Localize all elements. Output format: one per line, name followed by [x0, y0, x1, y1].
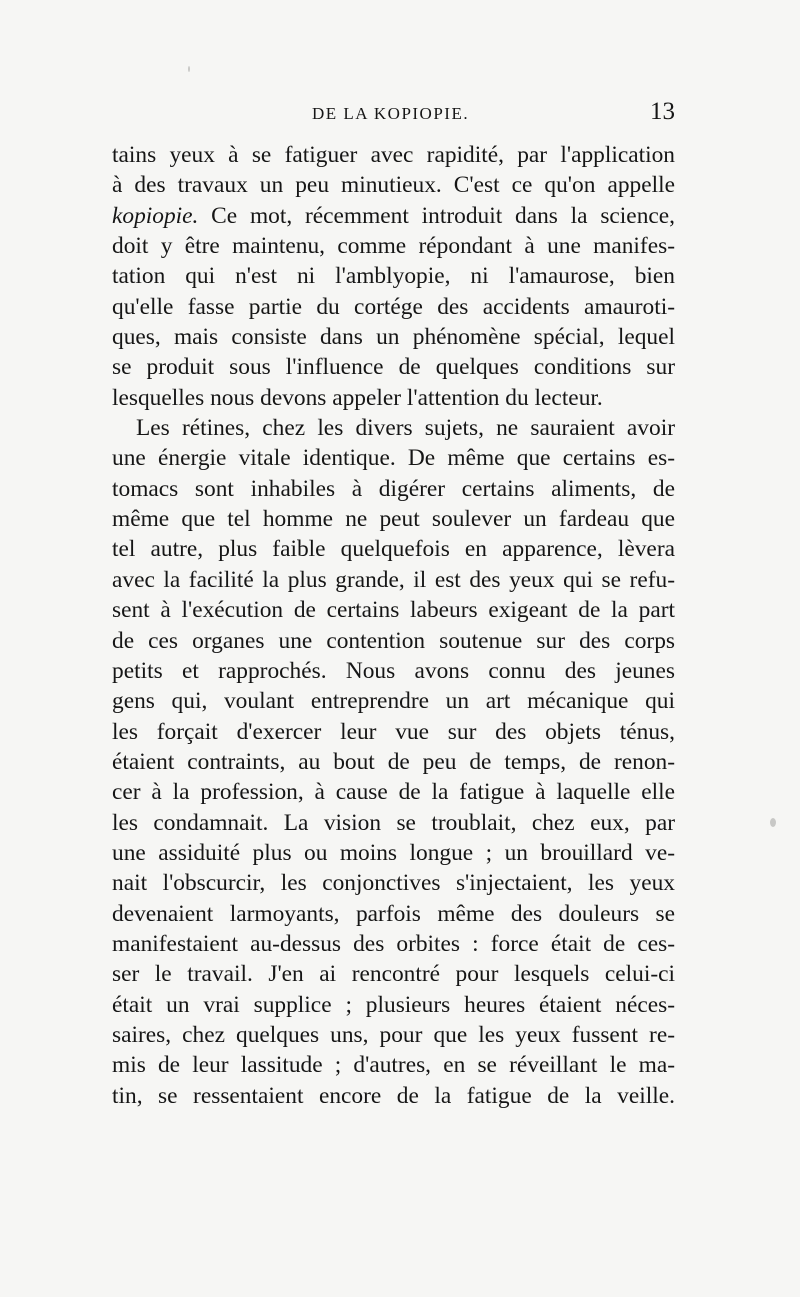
text-line: doit y être maintenu, comme répondant à une manifes- — [112, 233, 675, 260]
scan-speck — [770, 818, 776, 827]
text-line: qu'elle fasse partie du cortége des accidents amauroti- — [112, 293, 675, 320]
running-title: DE LA KOPIOPIE. — [312, 104, 470, 123]
text-line: lesquelles nous devons appeler l'attention du lecteur. — [112, 384, 603, 411]
text-line: ser le travail. J'en ai rencontré pour lesquels celui-ci — [112, 961, 675, 988]
text-line: à des travaux un peu minutieux. C'est ce qu'on appelle — [112, 172, 675, 199]
text-line: se produit sous l'influence de quelques conditions sur — [112, 354, 675, 381]
text-line: Les rétines, chez les divers sujets, ne sauraient avoir — [136, 415, 675, 442]
text-line: tation qui n'est ni l'amblyopie, ni l'amaurose, bien — [112, 263, 675, 290]
text-line: tomacs sont inhabiles à digérer certains aliments, de — [112, 475, 675, 502]
body-text — [112, 140, 675, 1111]
text-line: nait l'obscurcir, les conjonctives s'injectaient, les yeux — [112, 870, 675, 897]
text-line: de ces organes une contention soutenue sur des corps — [112, 627, 675, 654]
text-line: les condamnait. La vision se troublait, chez eux, par — [112, 809, 675, 836]
text-line: kopiopie. Ce mot, récemment introduit dans la science, — [112, 202, 675, 229]
text-line: étaient contraints, au bout de peu de temps, de renon- — [112, 748, 675, 775]
text-line: même que tel homme ne peut soulever un fardeau que — [112, 506, 675, 533]
text-line: gens qui, voulant entreprendre un art mécanique qui — [112, 688, 675, 715]
italic-term: kopiopie. — [112, 202, 199, 229]
text-line: tel autre, plus faible quelquefois en apparence, lèvera — [112, 536, 675, 563]
text-line: petits et rapprochés. Nous avons connu des jeunes — [112, 657, 675, 684]
page-number: 13 — [650, 98, 675, 125]
text-line: sent à l'exécution de certains labeurs exigeant de la part — [112, 597, 675, 624]
text-line: ques, mais consiste dans un phénomène spécial, lequel — [112, 324, 675, 351]
text-line: devenaient larmoyants, parfois même des douleurs se — [112, 900, 675, 927]
text-line: avec la facilité la plus grande, il est des yeux qui se refu- — [112, 566, 675, 593]
text-line: tains yeux à se fatiguer avec rapidité, par l'application — [112, 142, 675, 168]
text-line: une assiduité plus ou moins longue ; un brouillard ve- — [112, 839, 675, 866]
text-line: mis de leur lassitude ; d'autres, en se réveillant le ma- — [112, 1052, 675, 1079]
text-line: manifestaient au-dessus des orbites : force était de ces- — [112, 930, 675, 957]
text-line: était un vrai supplice ; plusieurs heures étaient néces- — [112, 991, 675, 1018]
page-header — [112, 98, 675, 134]
text-line: tin, se ressentaient encore de la fatigue de la veille. — [112, 1082, 675, 1109]
text-line: les forçait d'exercer leur vue sur des objets ténus, — [112, 718, 675, 745]
text-line: saires, chez quelques uns, pour que les yeux fussent re- — [112, 1021, 675, 1048]
text-line: une énergie vitale identique. De même que certains es- — [112, 445, 675, 472]
scan-speck — [188, 66, 190, 72]
text-line: cer à la profession, à cause de la fatigue à laquelle elle — [112, 779, 675, 806]
